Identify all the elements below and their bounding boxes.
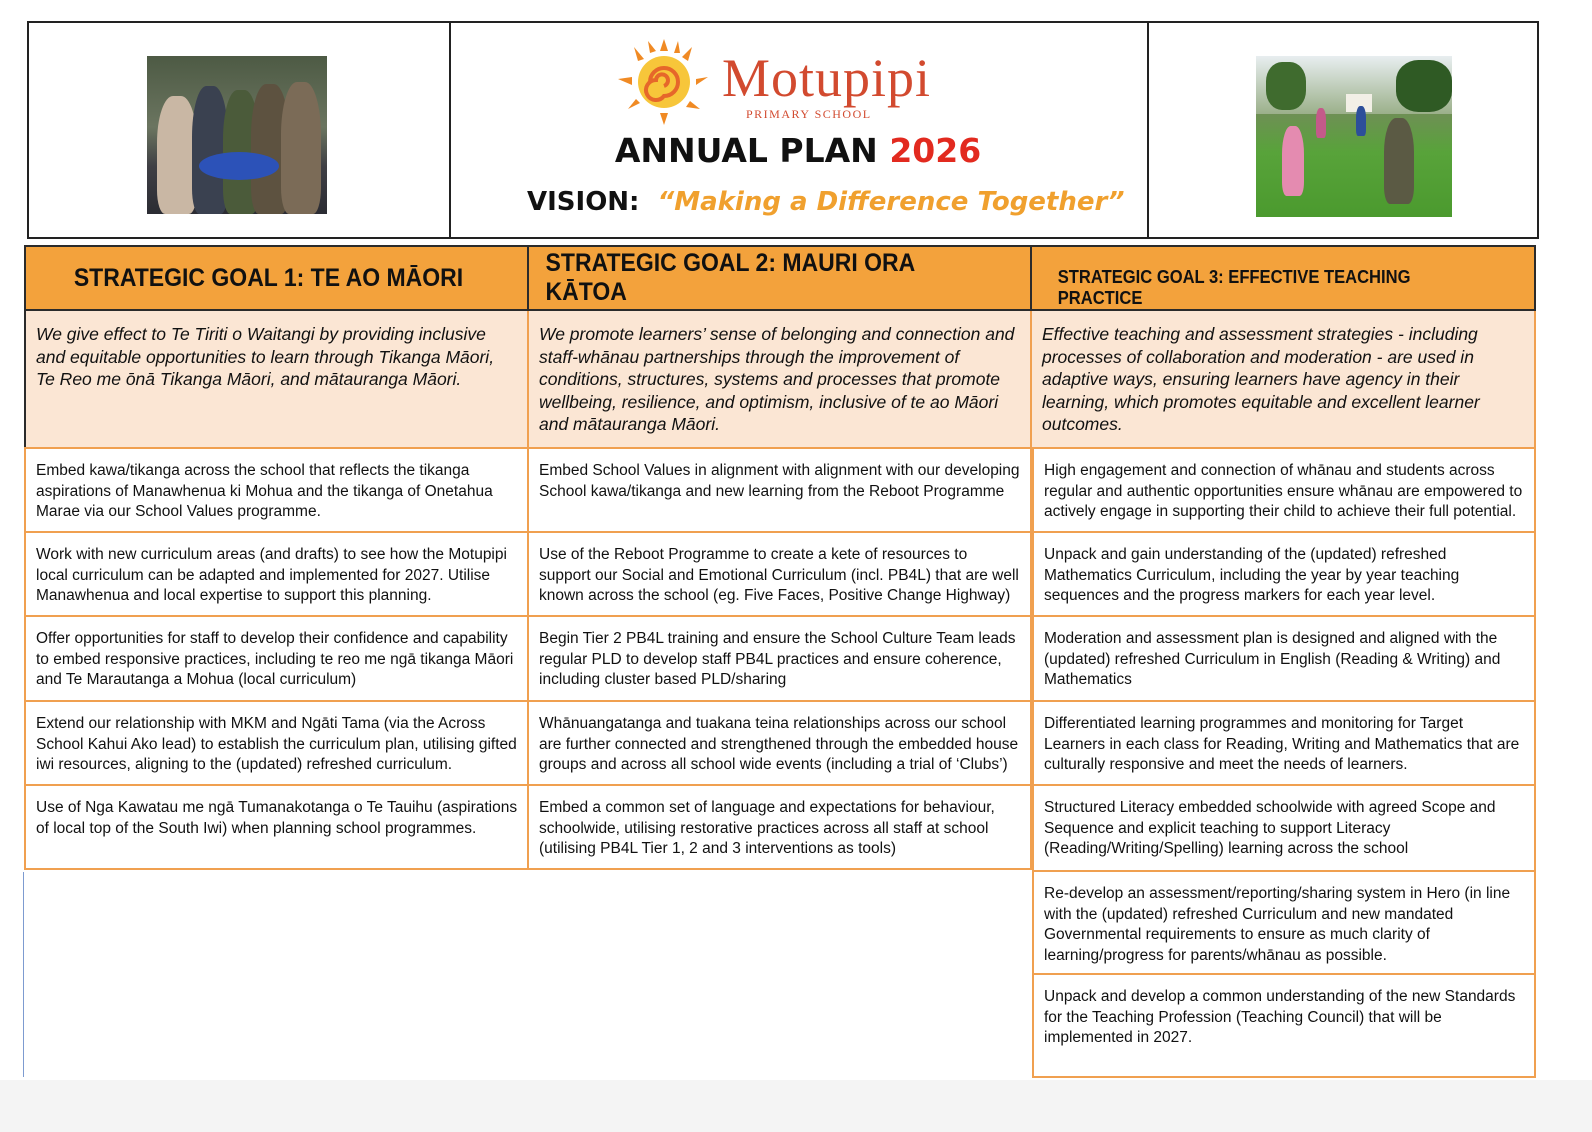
page-margin-line — [23, 872, 24, 1077]
goal-2-item: Whānuangatanga and tuakana teina relationships across our school are further connected and strengthened through the embedded house groups and across all school wide events (including a trial of ‘Clubs’) — [529, 700, 1032, 784]
plan-title — [449, 131, 1147, 170]
children-photo — [147, 56, 327, 214]
sun-logo-icon — [614, 37, 714, 127]
goal-3-item: Differentiated learning programmes and monitoring for Target Learners in each class for Reading, Writing and Mathematics that are culturally responsive and meet the needs of learners. — [1032, 700, 1536, 784]
header-banner — [27, 21, 1539, 239]
header-center-cell — [449, 23, 1149, 237]
goal-3-item: Moderation and assessment plan is designed and aligned with the (updated) refreshed Curriculum in English (Reading & Writing) and Mathematics — [1032, 615, 1536, 700]
goal-1-title: STRATEGIC GOAL 1: TE AO MĀORI — [73, 263, 464, 292]
vision-statement — [527, 187, 1125, 217]
goal-3-item: Structured Literacy embedded schoolwide with agreed Scope and Sequence and explicit teaching to support Literacy (Reading/Writing/Spelling) learning across the school — [1032, 784, 1536, 870]
goal-3-item: Unpack and gain understanding of the (updated) refreshed Mathematics Curriculum, including the year by year teaching sequences and the progress markers for each year level. — [1032, 531, 1536, 615]
goal-2-item: Embed School Values in alignment with alignment with our developing School kawa/tikanga and new learning from the Reboot Programme — [529, 447, 1032, 531]
goal-2-description: We promote learners’ sense of belonging and connection and staff-whānau partnerships through the improvement of conditions, structures, systems and processes that promote wellbeing, resilience, and optimism, inclusive of te ao Māori and mātauranga Māori. — [529, 311, 1032, 447]
school-logo — [614, 37, 994, 127]
header-right-cell — [1147, 23, 1537, 237]
goal-3-item: Re-develop an assessment/reporting/sharing system in Hero (in line with the (updated) refreshed Curriculum and new mandated Governmental requirements to ensure as much clarity of learning/progress for parents/whānau as possible. — [1032, 870, 1536, 973]
goal-1-header — [24, 245, 529, 311]
goal-3-title: STRATEGIC GOAL 3: EFFECTIVE TEACHING PRACTICE — [1057, 267, 1411, 308]
goal-3-description: Effective teaching and assessment strategies - including processes of collaboration and moderation - are used in adaptive ways, ensuring learners have agency in their learning, which promotes equitable and excellent learner outcomes. — [1032, 311, 1536, 447]
goal-1-item: Work with new curriculum areas (and drafts) to see how the Motupipi local curriculum can be adapted and implemented for 2027. Utilise Manawhenua and local expertise to support this planning. — [24, 531, 529, 615]
playground-photo — [1256, 56, 1452, 217]
strategic-goals-table — [24, 245, 1536, 1081]
goal-1-item: Offer opportunities for staff to develop their confidence and capability to embed responsive practices, including te reo me ngā tikanga Māori and Te Marautanga a Mohua (local curriculum) — [24, 615, 529, 700]
plan-year: 2026 — [889, 131, 982, 170]
plan-title-text: ANNUAL PLAN — [614, 131, 878, 170]
goal-2-item: Begin Tier 2 PB4L training and ensure the School Culture Team leads regular PLD to develop staff PB4L practices and ensure coherence, including cluster based PLD/sharing — [529, 615, 1032, 700]
goal-2-item: Use of the Reboot Programme to create a kete of resources to support our Social and Emotional Curriculum (incl. PB4L) that are well known across the school (eg. Five Faces, Positive Change Highway) — [529, 531, 1032, 615]
goal-3-item: Unpack and develop a common understanding of the new Standards for the Teaching Profession (Teaching Council) that will be implemented in 2027. — [1032, 973, 1536, 1078]
goal-1-item: Use of Nga Kawatau me ngā Tumanakotanga o Te Tauihu (aspirations of local top of the South Iwi) when planning school programmes. — [24, 784, 529, 870]
goal-2-title: STRATEGIC GOAL 2: MAURI ORA KĀTOA — [545, 249, 915, 306]
goal-2-item: Embed a common set of language and expectations for behaviour, schoolwide, utilising restorative practices across all staff at school (utilising PB4L Tier 1, 2 and 3 interventions as tools) — [529, 784, 1032, 870]
goal-3-item: High engagement and connection of whānau and students across regular and authentic opportunities ensure whānau are empowered to actively engage in supporting their child to achieve their full potential. — [1032, 447, 1536, 531]
header-left-cell — [29, 23, 451, 237]
page-bottom-strip — [0, 1080, 1592, 1132]
goal-2-header — [529, 245, 1032, 311]
vision-label: VISION: — [527, 187, 640, 217]
goal-1-description: We give effect to Te Tiriti o Waitangi by providing inclusive and equitable opportunities to learn through Tikanga Māori, Te Reo me ōnā Tikanga Māori, and mātauranga Māori. — [24, 311, 529, 447]
logo-wordmark: Motupipi — [722, 48, 932, 108]
goal-1-item: Embed kawa/tikanga across the school that reflects the tikanga aspirations of Manawhenua ki Mohua and the tikanga of Onetahua Marae via our School Values programme. — [24, 447, 529, 531]
goal-1-item: Extend our relationship with MKM and Ngāti Tama (via the Across School Kahui Ako lead) to establish the curriculum plan, utilising gifted iwi resources, aligning to the (updated) refreshed curriculum. — [24, 700, 529, 784]
vision-text: “Making a Difference Together” — [657, 187, 1125, 217]
goal-3-header — [1032, 245, 1536, 311]
logo-subtitle: PRIMARY SCHOOL — [746, 107, 872, 121]
